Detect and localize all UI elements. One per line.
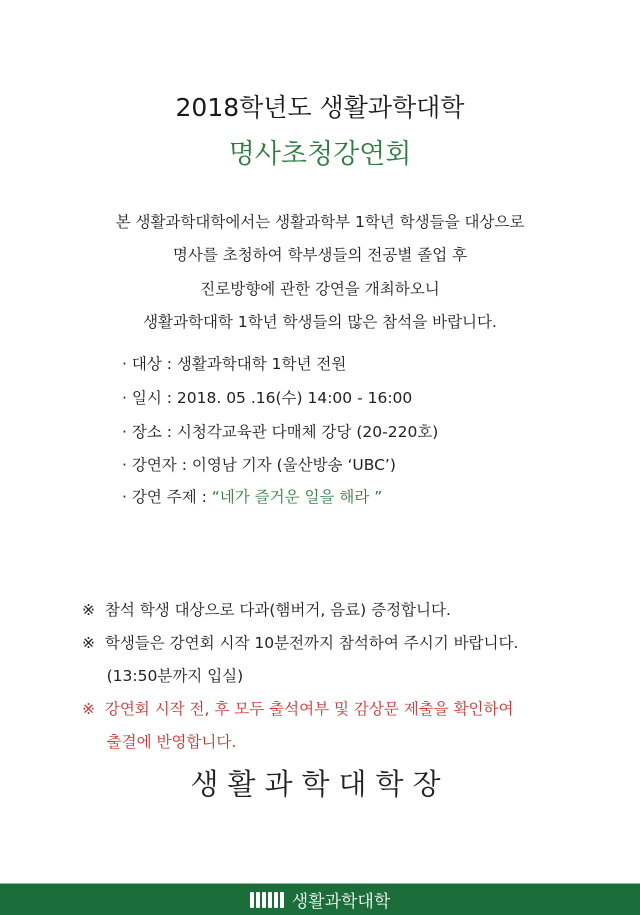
- note-warning: ※ 강연회 시작 전, 후 모두 출석여부 및 감상문 제출을 확인하여: [82, 700, 514, 718]
- detail-value: 시청각교육관 다매체 강당 (20-220호): [176, 423, 439, 441]
- page-subtitle: 명사초청강연회: [228, 139, 412, 170]
- detail-target: [122, 352, 346, 374]
- detail-topic: [122, 485, 382, 507]
- detail-speaker: [122, 453, 396, 475]
- detail-label: · 일시 :: [122, 389, 177, 407]
- note: (13:50분까지 입실): [82, 667, 244, 685]
- detail-value: 이영남 기자 (울산방송 ‘UBC’): [191, 456, 396, 474]
- detail-label: · 장소 :: [122, 423, 177, 441]
- intro-line: 본 생활과학대학에서는 생활과학부 1학년 학생들을 대상으로: [115, 213, 525, 231]
- footer-bar: [0, 883, 640, 915]
- intro-line: 진로방향에 관한 강연을 개최하오니: [200, 280, 440, 298]
- note: ※ 학생들은 강연회 시작 10분전까지 참석하여 주시기 바랍니다.: [82, 634, 519, 652]
- detail-value: 2018. 05 .16(수) 14:00 - 16:00: [176, 389, 413, 407]
- page-title: 2018학년도 생활과학대학: [175, 93, 465, 122]
- detail-label: · 대상 :: [122, 355, 177, 373]
- detail-value: 생활과학대학 1학년 전원: [176, 355, 347, 373]
- footer-college-name: 생활과학대학: [291, 892, 391, 912]
- college-logo-icon: [250, 892, 284, 908]
- detail-label: · 강연자 :: [122, 456, 192, 474]
- detail-location: [122, 420, 438, 442]
- detail-value: “네가 즐거운 일을 해라 ”: [211, 488, 383, 506]
- detail-label: · 강연 주제 :: [122, 488, 212, 506]
- intro-line: 명사를 초청하여 학부생들의 전공별 졸업 후: [172, 246, 468, 264]
- note: ※ 참석 학생 대상으로 다과(햄버거, 음료) 증정합니다.: [82, 601, 451, 619]
- note-warning: 출결에 반영합니다.: [82, 733, 237, 751]
- detail-datetime: [122, 386, 412, 408]
- intro-line: 생활과학대학 1학년 학생들의 많은 참석을 바랍니다.: [143, 313, 497, 331]
- signature: 생활과학대학장: [190, 767, 450, 801]
